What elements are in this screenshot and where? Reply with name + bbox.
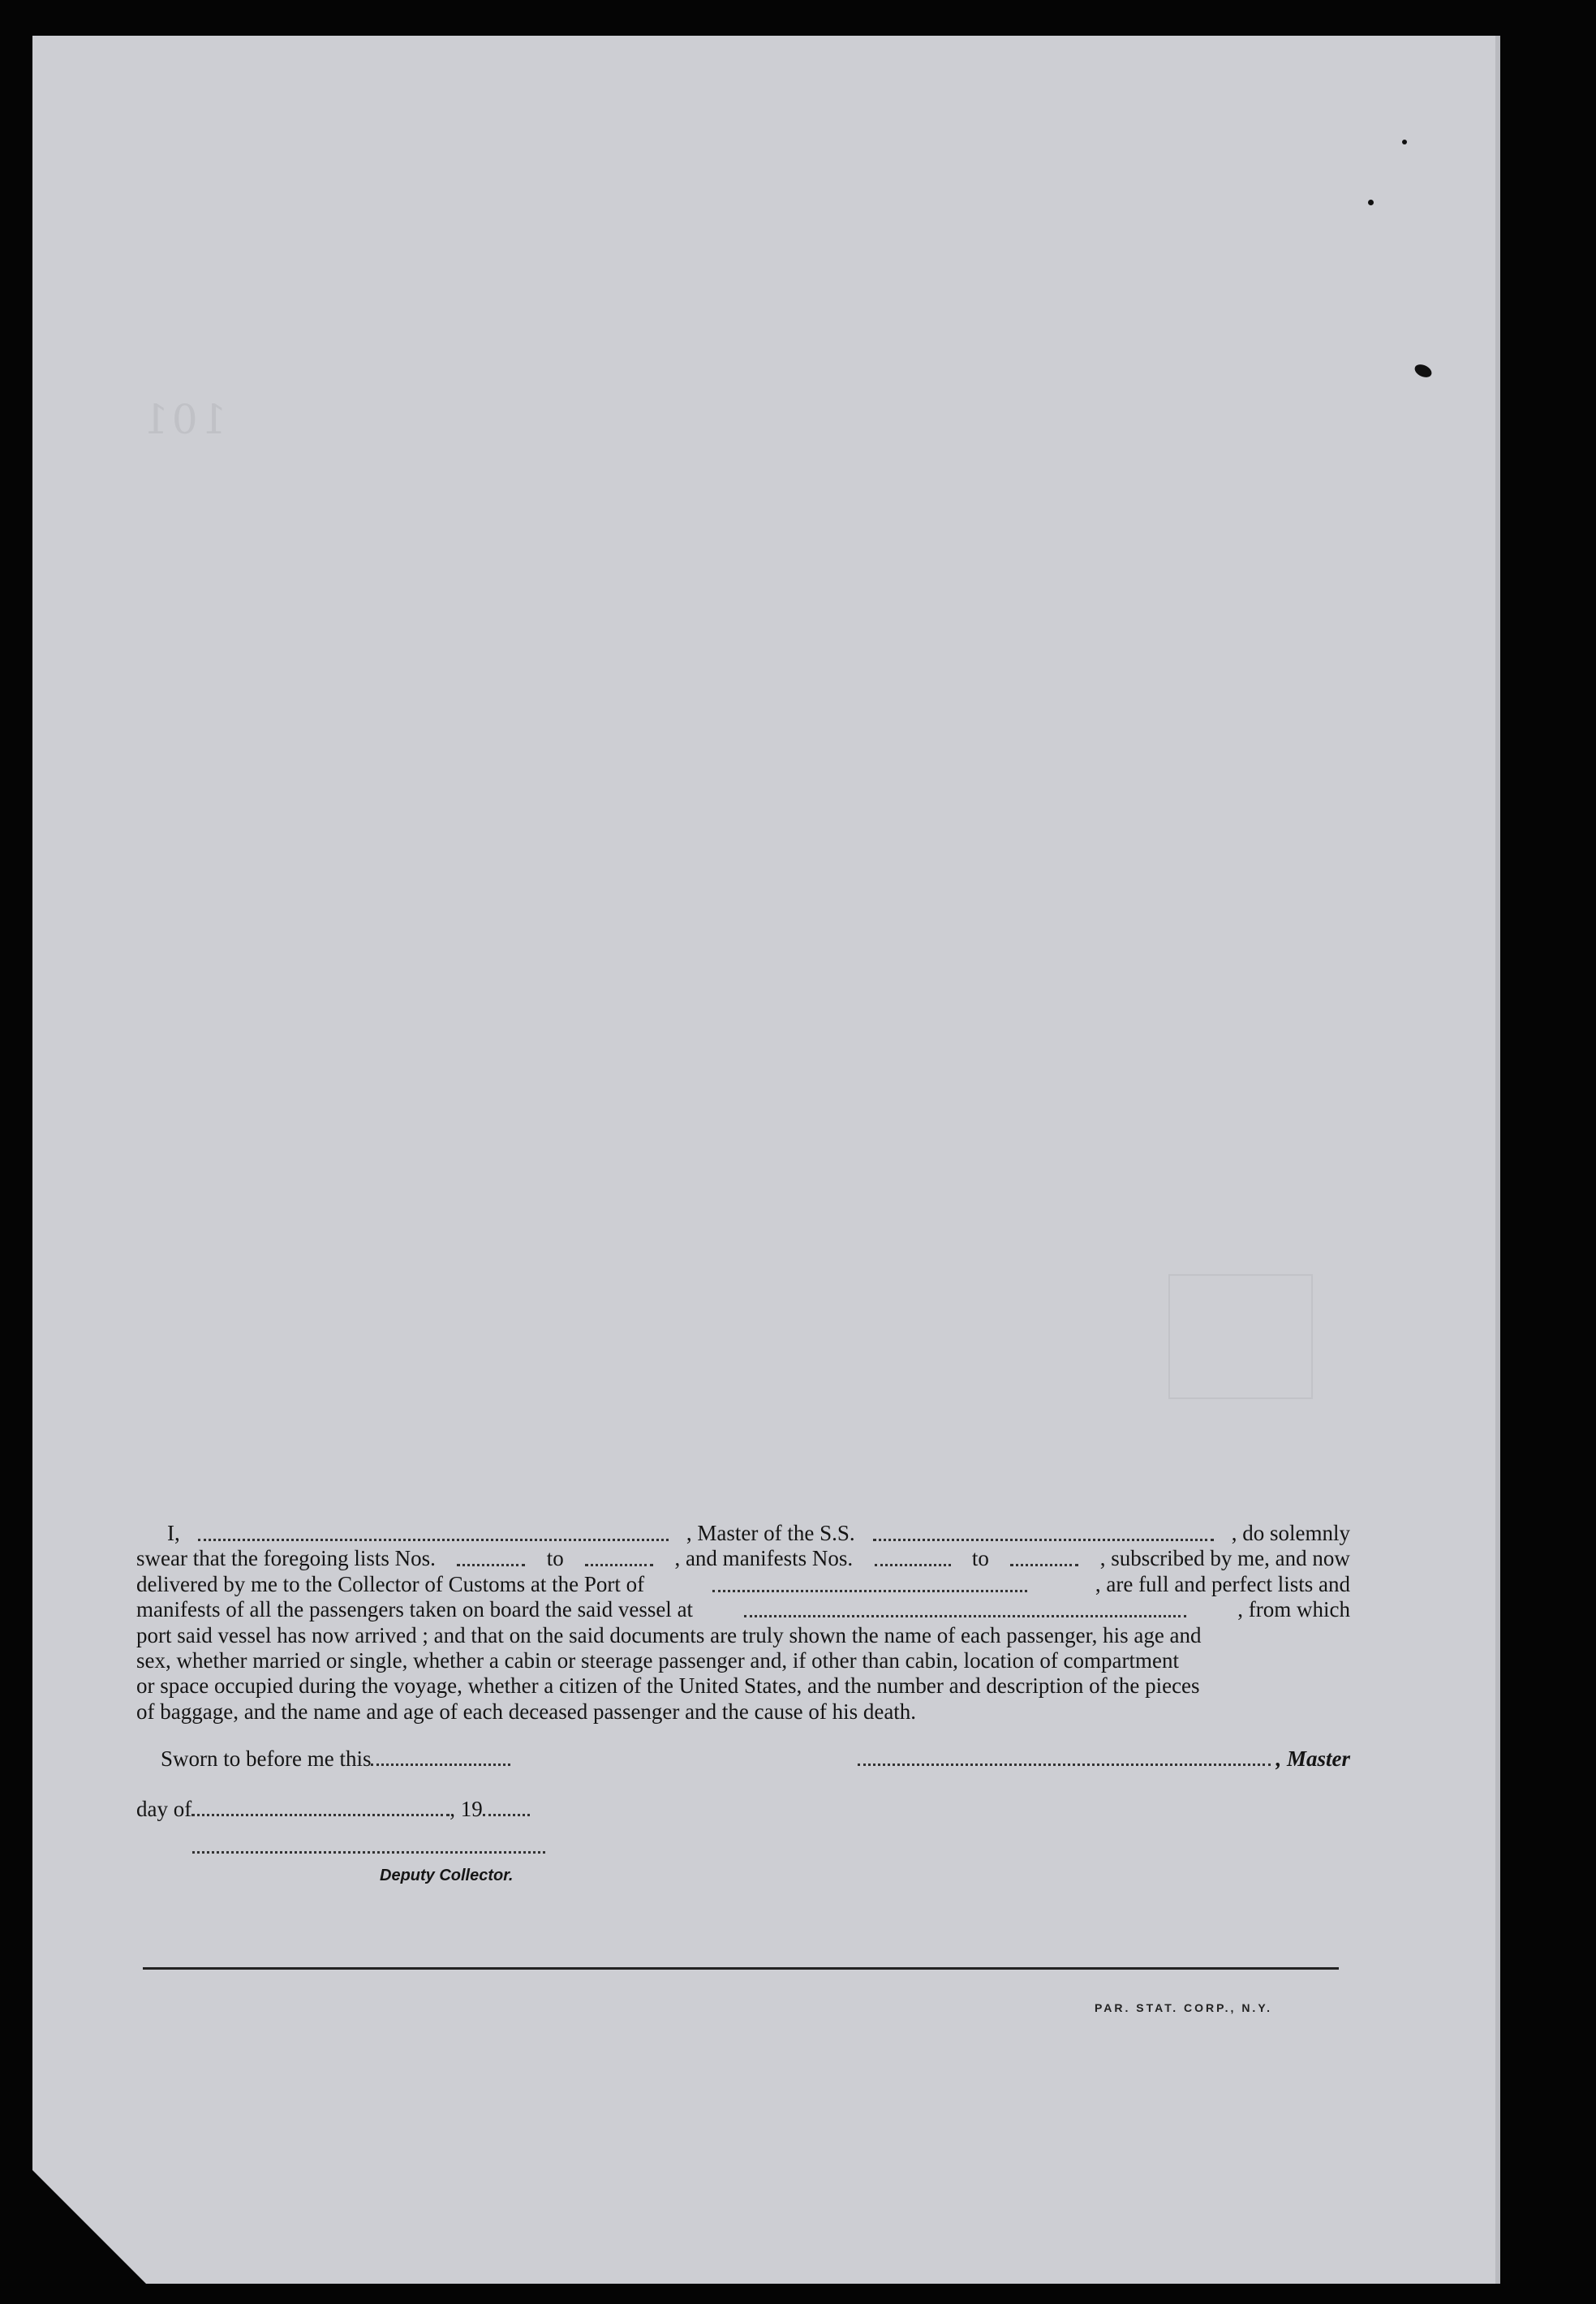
departure-port-blank bbox=[744, 1597, 1186, 1617]
sworn-date-blank bbox=[371, 1746, 510, 1766]
oath-text: , from which bbox=[1237, 1597, 1350, 1622]
oath-line-5 bbox=[136, 1623, 1350, 1648]
year-blank bbox=[483, 1796, 530, 1816]
ink-speck bbox=[1402, 140, 1407, 144]
oath-text: to bbox=[546, 1546, 564, 1571]
oath-text: of baggage, and the name and age of each deceased passenger and the cause of his death. bbox=[136, 1699, 917, 1724]
oath-line-1 bbox=[136, 1521, 1350, 1546]
oath-text: to bbox=[971, 1546, 989, 1571]
deputy-signature-blank bbox=[192, 1851, 545, 1854]
oath-line-2 bbox=[136, 1546, 1350, 1571]
ship-name-blank bbox=[873, 1521, 1214, 1541]
oath-text: sex, whether married or single, whether a cabin or steerage passenger and, if other than cabin, location of compartment bbox=[136, 1648, 1180, 1673]
oath-line-7 bbox=[136, 1673, 1350, 1699]
oath-text: delivered by me to the Collector of Customs at the Port of bbox=[136, 1571, 645, 1596]
oath-text: , do solemnly bbox=[1231, 1521, 1350, 1545]
lists-from-blank bbox=[457, 1546, 525, 1566]
master-signature-row bbox=[858, 1746, 1350, 1772]
master-label: , Master bbox=[1276, 1746, 1350, 1771]
day-of-label: day of bbox=[136, 1797, 192, 1821]
faint-stamp-box bbox=[1168, 1274, 1313, 1399]
oath-text: or space occupied during the voyage, whether a citizen of the United States, and the number and description of the pieces bbox=[136, 1673, 1200, 1699]
oath-text: , subscribed by me, and now bbox=[1099, 1546, 1350, 1571]
manifests-from-blank bbox=[875, 1546, 951, 1566]
master-signature-blank bbox=[858, 1746, 1271, 1766]
lists-to-blank bbox=[585, 1546, 653, 1566]
day-of-row bbox=[136, 1796, 530, 1822]
year-label: , 19 bbox=[450, 1797, 483, 1821]
oath-line-4 bbox=[136, 1597, 1350, 1622]
month-blank bbox=[191, 1796, 450, 1816]
oath-text: , and manifests Nos. bbox=[674, 1546, 854, 1571]
oath-text: swear that the foregoing lists Nos. bbox=[136, 1546, 436, 1571]
page-edge-shadow bbox=[1495, 36, 1500, 2284]
port-blank bbox=[712, 1572, 1027, 1592]
manifests-to-blank bbox=[1010, 1546, 1078, 1566]
oath-paragraph bbox=[136, 1521, 1350, 1725]
oath-text: I, bbox=[167, 1521, 180, 1545]
document-page bbox=[32, 36, 1498, 2284]
master-name-blank bbox=[198, 1521, 669, 1541]
ink-speck bbox=[1368, 200, 1374, 205]
oath-text: , Master of the S.S. bbox=[686, 1521, 855, 1545]
horizontal-rule bbox=[143, 1967, 1339, 1970]
oath-text: port said vessel has now arrived ; and that on the said documents are truly shown the name of each passenger, his age and bbox=[136, 1622, 1202, 1647]
sworn-label: Sworn to before me this bbox=[161, 1746, 372, 1771]
oath-line-8 bbox=[136, 1699, 1350, 1725]
oath-line-6 bbox=[136, 1648, 1350, 1673]
sworn-before-row bbox=[161, 1746, 510, 1772]
oath-text: manifests of all the passengers taken on board the said vessel at bbox=[136, 1597, 694, 1622]
deputy-collector-label: Deputy Collector. bbox=[380, 1867, 514, 1884]
oath-text: , are full and perfect lists and bbox=[1095, 1571, 1350, 1596]
printer-mark: PAR. STAT. CORP., N.Y. bbox=[1095, 2001, 1272, 2014]
oath-line-3 bbox=[136, 1572, 1350, 1597]
bleed-through-number: 101 bbox=[140, 396, 227, 443]
